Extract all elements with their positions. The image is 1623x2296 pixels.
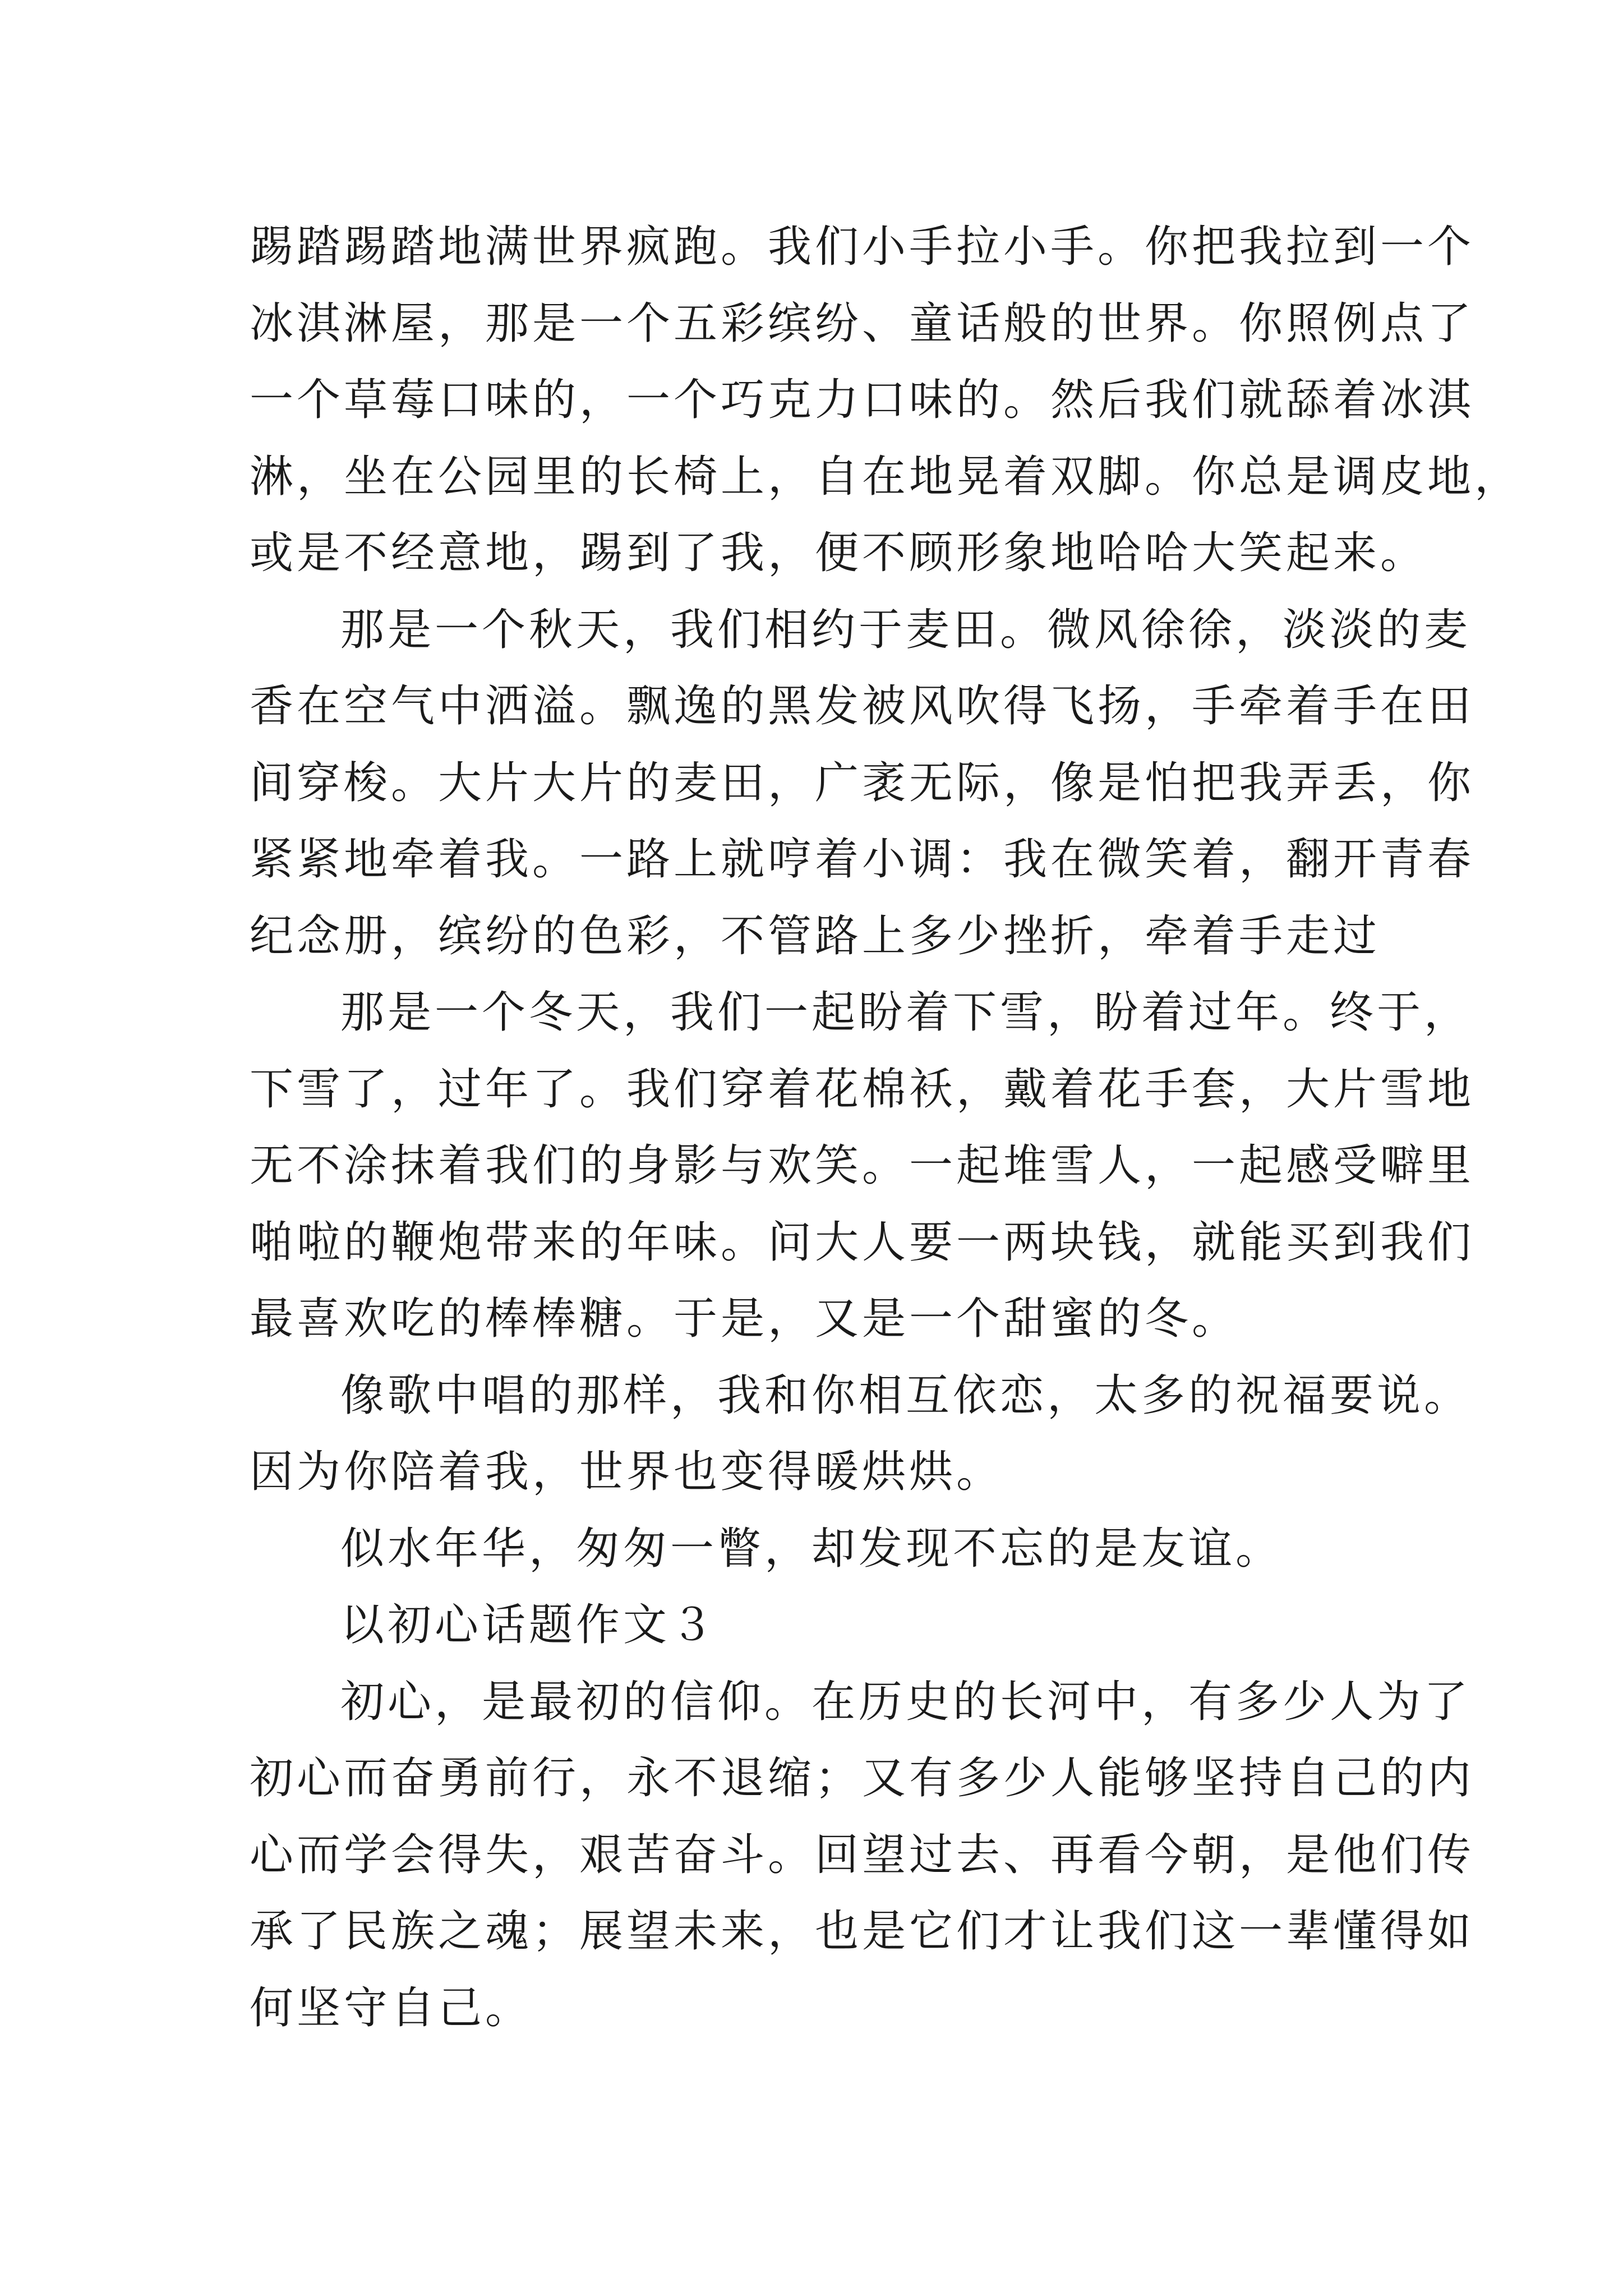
text-line: 冰淇淋屋，那是一个五彩缤纷、童话般的世界。你照例点了: [250, 298, 1475, 349]
text-line: 或是不经意地，踢到了我，便不顾形象地哈哈大笑起来。: [250, 528, 1428, 578]
text-line: 踢踏踢踏地满世界疯跑。我们小手拉小手。你把我拉到一个: [250, 222, 1475, 272]
text-line: 紧紧地牵着我。一路上就哼着小调：我在微笑着，翻开青春: [250, 834, 1475, 885]
heading-text: 以初心话题作文３: [340, 1600, 718, 1650]
paragraph-1: [250, 209, 1522, 592]
paragraph-4: [250, 1358, 1472, 1511]
text-line: 因为你陪着我，世界也变得暖烘烘。: [250, 1447, 1004, 1497]
text-line: 纪念册，缤纷的色彩，不管路上多少挫折，牵着手走过: [250, 910, 1381, 961]
document-body: [250, 209, 1522, 2046]
paragraph-5: [250, 1511, 1427, 1588]
paragraph-3: [250, 974, 1475, 1358]
text-line: 初心，是最初的信仰。在历史的长河中，有多少人为了: [340, 1676, 1472, 1727]
text-line: 无不涂抹着我们的身影与欢笑。一起堆雪人，一起感受噼里: [250, 1140, 1475, 1191]
text-line: 一个草莓口味的，一个巧克力口味的。然后我们就舔着冰淇: [250, 375, 1475, 425]
text-line: 似水年华，匆匆一瞥，却发现不忘的是友谊。: [340, 1523, 1283, 1574]
paragraph-2: [250, 592, 1475, 975]
text-line: 心而学会得失，艰苦奋斗。回望过去、再看今朝，是他们传: [250, 1829, 1475, 1880]
text-line: 香在空气中洒溢。飘逸的黑发被风吹得飞扬，手牵着手在田: [250, 681, 1475, 731]
text-line: 啪啦的鞭炮带来的年味。问大人要一两块钱，就能买到我们: [250, 1217, 1475, 1268]
text-line: 淋，坐在公园里的长椅上，自在地晃着双脚。你总是调皮地，: [250, 451, 1522, 502]
text-line: 像歌中唱的那样，我和你相互依恋，太多的祝福要说。: [340, 1370, 1472, 1421]
text-line: 初心而奋勇前行，永不退缩；又有多少人能够坚持自己的内: [250, 1753, 1475, 1803]
paragraph-7: [250, 1664, 1475, 2047]
text-line: 那是一个冬天，我们一起盼着下雪，盼着过年。终于，: [340, 987, 1472, 1038]
text-line: 最喜欢吃的棒棒糖。于是，又是一个甜蜜的冬。: [250, 1294, 1239, 1344]
text-line: 何坚守自己。: [250, 1982, 533, 2033]
text-line: 那是一个秋天，我们相约于麦田。微风徐徐，淡淡的麦: [340, 604, 1472, 655]
text-line: 间穿梭。大片大片的麦田，广袤无际，像是怕把我弄丢，你: [250, 757, 1475, 808]
section-heading: [250, 1587, 1427, 1664]
text-line: 承了民族之魂；展望未来，也是它们才让我们这一辈懂得如: [250, 1906, 1475, 1957]
text-line: 下雪了，过年了。我们穿着花棉袄，戴着花手套，大片雪地: [250, 1064, 1475, 1115]
